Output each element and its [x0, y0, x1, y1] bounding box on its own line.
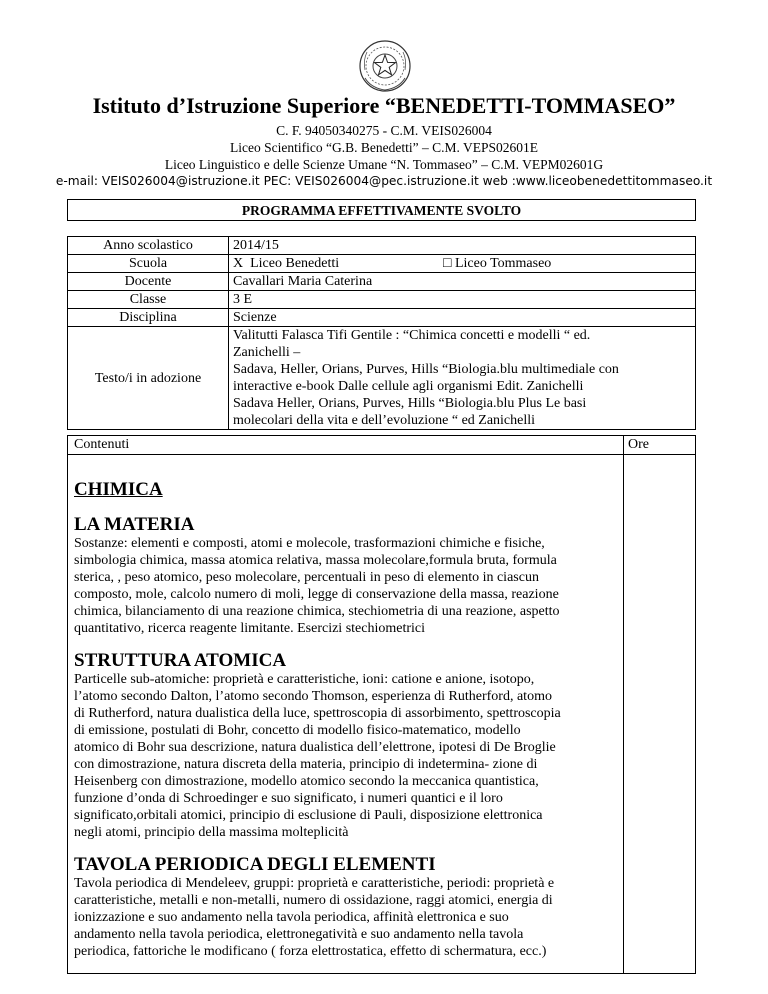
scuola-option-benedetti: X Liceo Benedetti: [233, 256, 340, 271]
course-info-table: [67, 236, 696, 430]
section-body: [74, 875, 619, 960]
section-line: di Rutherford, natura dualistica della luce, spettroscopia di assorbimento, spettroscopia: [74, 706, 561, 721]
anno-label: Anno scolastico: [68, 237, 229, 255]
testi-line: Valitutti Falasca Tifi Gentile : “Chimica concetti e modelli “ ed.: [233, 328, 591, 343]
disciplina-value: Scienze: [229, 309, 696, 327]
section-line: atomico di Bohr sua descrizione, natura dualistica dell’elettrone, ipotesi di De Broglie: [74, 740, 556, 755]
contents-table: [67, 435, 696, 974]
section-body: [74, 535, 619, 637]
section-line: composto, mole, calcolo numero di moli, legge di conservazione della massa, reazione: [74, 587, 559, 602]
testi-line: Zanichelli –: [233, 345, 301, 360]
section-line: significato,orbitali atomici, principio di esclusione di Pauli, disposizione elettronica: [74, 808, 543, 823]
liceo-linguistico-line: Liceo Linguistico e delle Scienze Umane “N. Tommaseo” – C.M. VEPM02601G: [164, 157, 604, 172]
section-line: di emissione, postulati di Bohr, concetto di modello fisico-matematico, modello: [74, 723, 521, 738]
classe-label: Classe: [68, 291, 229, 309]
column-divider: [623, 436, 624, 973]
section-line: quantitativo, ricerca reagente limitante. Esercizi stechiometrici: [74, 621, 426, 636]
section-line: simbologia chimica, massa atomica relativa, massa molecolare,formula bruta, formula: [74, 553, 557, 568]
testi-line: molecolari della vita e dell’evoluzione “ ed Zanichelli: [233, 413, 536, 428]
tax-code-line: C. F. 94050340275 - C.M. VEIS026004: [276, 123, 492, 138]
section-line: Particelle sub-atomiche: proprietà e caratteristiche, ioni: catione e anione, isotopo,: [74, 672, 535, 687]
section-line: andamento nella tavola periodica, elettronegatività e suo andamento nella tavola: [74, 927, 524, 942]
section-line: con dimostrazione, natura discreta della materia, principio di indetermina- zione di: [74, 757, 538, 772]
scuola-value: [229, 255, 696, 273]
section-line: l’atomo secondo Dalton, l’atomo secondo Thomson, esperienza di Rutherford, atomo: [74, 689, 552, 704]
section-line: Tavola periodica di Mendeleev, gruppi: proprietà e caratteristiche, periodi: proprietà e: [74, 876, 555, 891]
section-title: STRUTTURA ATOMICA: [74, 650, 287, 671]
school-name: Istituto d’Istruzione Superiore “BENEDETTI-TOMMASEO”: [92, 93, 676, 118]
ore-column-header: Ore: [628, 437, 649, 452]
classe-value: 3 E: [229, 291, 696, 309]
program-title: PROGRAMMA EFFETTIVAMENTE SVOLTO: [67, 199, 696, 221]
section-line: Heisenberg con dimostrazione, modello atomico secondo la meccanica quantistica,: [74, 774, 539, 789]
section-line: Sostanze: elementi e composti, atomi e molecole, trasformazioni chimiche e fisiche,: [74, 536, 545, 551]
section-line: caratteristiche, metalli e non-metalli, numero di ossidazione, raggi atomici, energia di: [74, 893, 553, 908]
section-struttura-atomica: [74, 651, 619, 841]
liceo-scientifico-line: Liceo Scientifico “G.B. Benedetti” – C.M. VEPS02601E: [230, 140, 538, 155]
scuola-option-tommaseo: □ Liceo Tommaseo: [443, 256, 552, 271]
republic-emblem-icon: [357, 38, 413, 94]
section-line: ionizzazione e suo andamento nella tavola periodica, affinità elettronica e suo: [74, 910, 509, 925]
section-line: negli atomi, principio della massima molteplicità: [74, 825, 349, 840]
section-line: chimica, bilanciamento di una reazione chimica, stechiometria di una reazione, aspetto: [74, 604, 560, 619]
section-body: [74, 671, 619, 841]
testi-line: Sadava, Heller, Orians, Purves, Hills “Biologia.blu multimediale con: [233, 362, 619, 377]
docente-value: Cavallari Maria Caterina: [229, 273, 696, 291]
section-line: funzione d’onda di Schroedinger e suo significato, i numeri quantici e il loro: [74, 791, 503, 806]
section-tavola-periodica: [74, 855, 619, 960]
testi-line: Sadava Heller, Orians, Purves, Hills “Biologia.blu Plus Le basi: [233, 396, 587, 411]
section-la-materia: [74, 515, 619, 637]
chimica-heading: CHIMICA: [74, 479, 163, 500]
testi-line: interactive e-book Dalle cellule agli organismi Edit. Zanichelli: [233, 379, 584, 394]
testi-value: [229, 327, 696, 430]
section-line: sterica, , peso atomico, peso molecolare, percentuali in peso di elemento in ciascun: [74, 570, 539, 585]
scuola-label: Scuola: [68, 255, 229, 273]
section-line: periodica, fattoriche le modificano ( forza elettrostatica, effetto di schermatura, ecc.): [74, 944, 547, 959]
disciplina-label: Disciplina: [68, 309, 229, 327]
docente-label: Docente: [68, 273, 229, 291]
contents-body: [74, 454, 619, 960]
section-title: LA MATERIA: [74, 514, 195, 535]
section-title: TAVOLA PERIODICA DEGLI ELEMENTI: [74, 854, 436, 875]
contact-line: e-mail: VEIS026004@istruzione.it PEC: VEIS026004@pec.istruzione.it web :www.liceobenedettitommaseo.it: [55, 174, 713, 188]
contents-column-header: Contenuti: [74, 437, 130, 452]
anno-value: 2014/15: [229, 237, 696, 255]
testi-label: Testo/i in adozione: [68, 327, 229, 430]
